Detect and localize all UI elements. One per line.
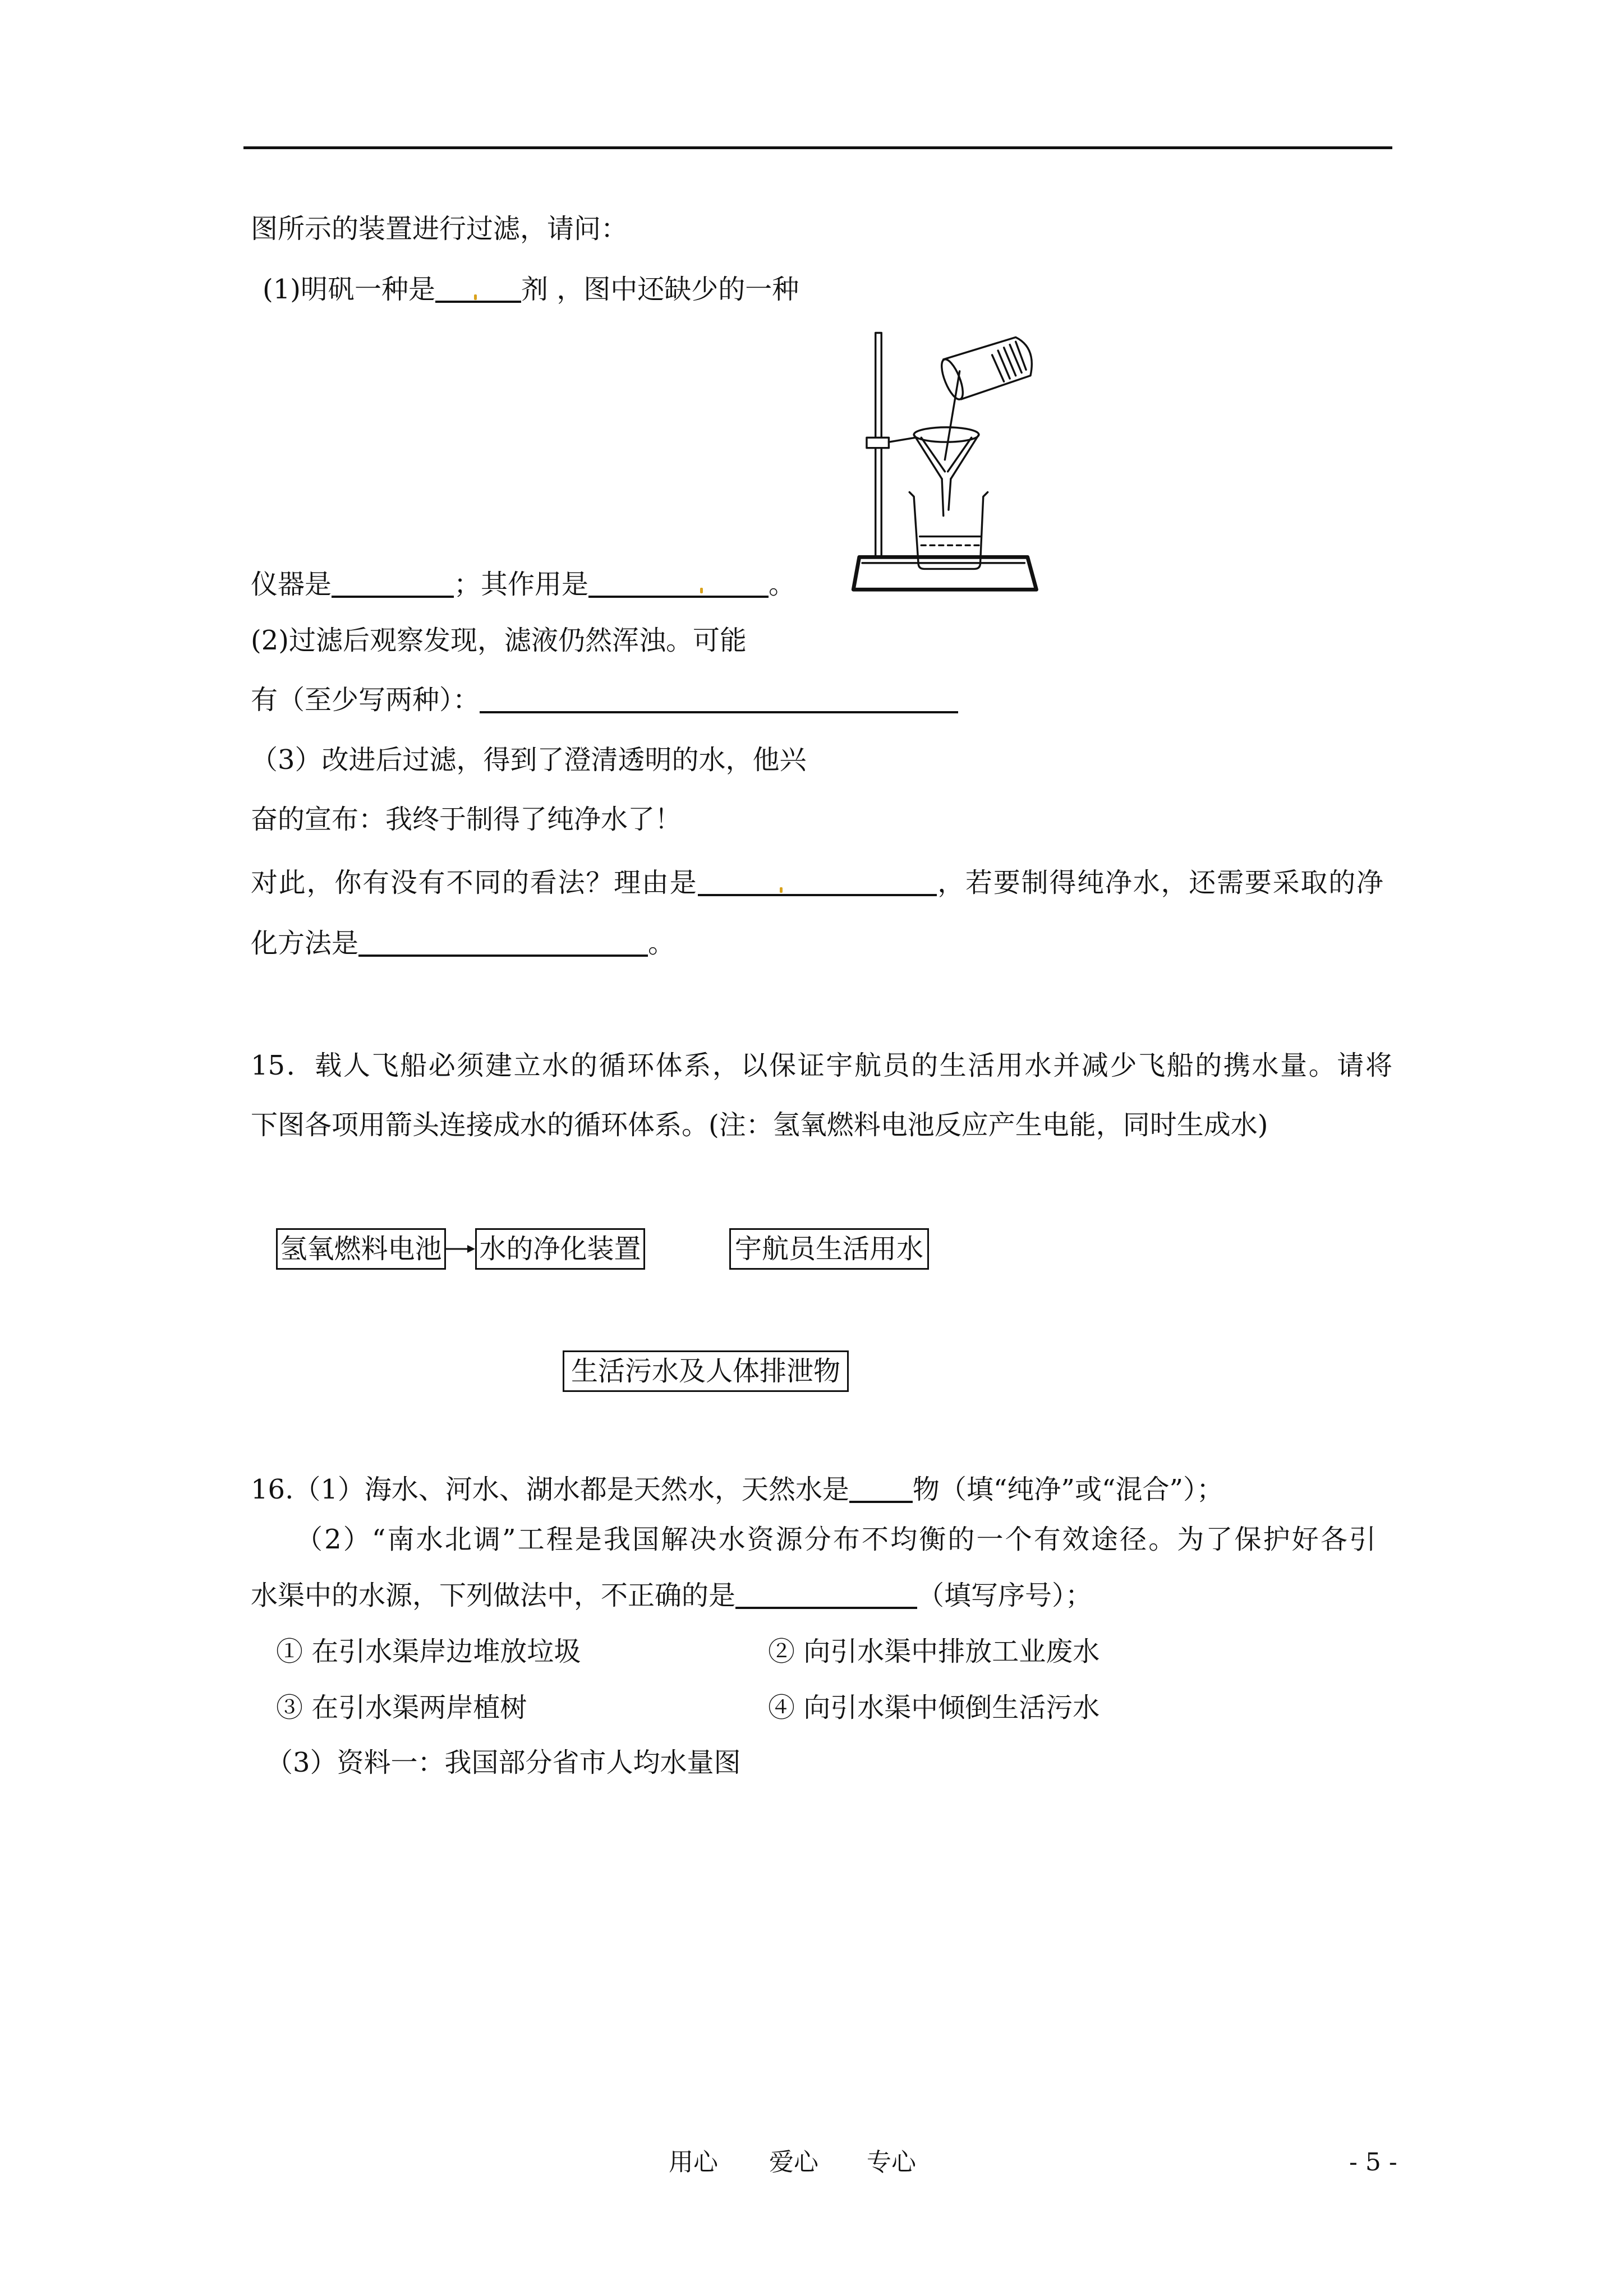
answer-blank [435, 276, 521, 303]
q14-part1-prefix: (1)明矾一种是 [263, 274, 435, 305]
answer-blank [332, 571, 454, 598]
q16-option-3: ③ 在引水渠两岸植树 [276, 1692, 527, 1723]
q14-part2-line1: (2)过滤后观察发现，滤液仍然浑浊。可能 [251, 625, 747, 656]
q16-part1-after-blank: 物（填“纯净”或“混合”）； [912, 1474, 1224, 1505]
q16-part3: （3）资料一：我国部分省市人均水量图 [266, 1747, 741, 1778]
footer-motto-3: 专心 [867, 2148, 916, 2177]
funnel [914, 427, 979, 516]
q14-part3-line3 [251, 866, 1383, 900]
answer-blank [849, 1476, 913, 1503]
q14-part2-line2 [251, 683, 958, 717]
answer-blank [698, 869, 937, 896]
q16-part2-line2 [251, 1579, 1092, 1612]
answer-blank [588, 571, 769, 598]
q16-part1 [251, 1473, 1223, 1506]
q14-part3-line1: （3）改进后过滤，得到了澄清透明的水，他兴 [251, 744, 807, 776]
diagram-box-fuel-cell: 氢氧燃料电池 [276, 1228, 446, 1270]
filtration-apparatus-figure [850, 330, 1042, 596]
q14-part1-line2-end: 。 [769, 569, 796, 600]
scan-mark [780, 887, 783, 893]
q14-intro: 图所示的装置进行过滤，请问： [251, 213, 628, 245]
q14-part2-line2-prefix: 有（至少写两种）： [251, 684, 480, 716]
page-number: - 5 - [1349, 2148, 1397, 2177]
q16-part1-prefix: 16.（1）海水、河水、湖水都是天然水，天然水是 [251, 1474, 849, 1505]
stand-base [853, 557, 1036, 589]
pouring-beaker [937, 337, 1032, 402]
q14-part3-line4-prefix: 化方法是 [251, 928, 359, 959]
q14-part3-line3-prefix: 对此，你有没有不同的看法？理由是 [251, 867, 698, 898]
q14-part1-line2-prefix: 仪器是 [251, 569, 332, 600]
q16-part2-line2-after-blank: （填写序号）； [917, 1580, 1093, 1611]
clamp [867, 437, 915, 448]
q14-part3-line2: 奋的宣布：我终于制得了纯净水了！ [251, 804, 682, 835]
scan-mark [700, 588, 703, 593]
q16-part2-line1: （2）“南水北调”工程是我国解决水资源分布不均衡的一个有效途径。为了保护好各引 [296, 1524, 1376, 1555]
diagram-box-purifier: 水的净化装置 [475, 1228, 645, 1270]
q14-part1-line2-mid: ；其作用是 [454, 569, 589, 600]
q16-part2-line2-prefix: 水渠中的水源，下列做法中，不正确的是 [251, 1580, 736, 1611]
q16-option-1: ① 在引水渠岸边堆放垃圾 [276, 1636, 581, 1667]
q15-line1: 15．载人飞船必须建立水的循环体系，以保证宇航员的生活用水并减少飞船的携水量。请将 [251, 1050, 1392, 1081]
q14-part3-line4 [251, 926, 675, 960]
diagram-box-astronaut-water: 宇航员生活用水 [729, 1228, 929, 1270]
q14-part1-line1 [263, 273, 799, 306]
diagram-box-wastewater: 生活污水及人体排泄物 [563, 1350, 849, 1392]
q14-part3-line3-after-blank: ，若要制得纯净水，还需要采取的净 [936, 867, 1383, 898]
q16-option-2: ② 向引水渠中排放工业废水 [768, 1636, 1100, 1667]
arrow-right-icon [446, 1239, 475, 1258]
q14-part1-after-blank: 剂 ，图中还缺少的一种 [521, 274, 799, 305]
footer-motto-2: 爱心 [769, 2148, 818, 2177]
q14-part1-line2 [251, 568, 795, 601]
q15-line2: 下图各项用箭头连接成水的循环体系。(注：氢氧燃料电池反应产生电能，同时生成水) [251, 1109, 1268, 1141]
footer-motto-1: 用心 [669, 2148, 718, 2177]
q16-option-4: ④ 向引水渠中倾倒生活污水 [768, 1692, 1100, 1723]
answer-blank [358, 930, 648, 957]
answer-blank [480, 686, 958, 713]
header-rule [243, 146, 1392, 149]
q14-part3-line4-end: 。 [648, 928, 675, 959]
scan-mark [474, 294, 477, 300]
answer-blank [735, 1582, 917, 1609]
